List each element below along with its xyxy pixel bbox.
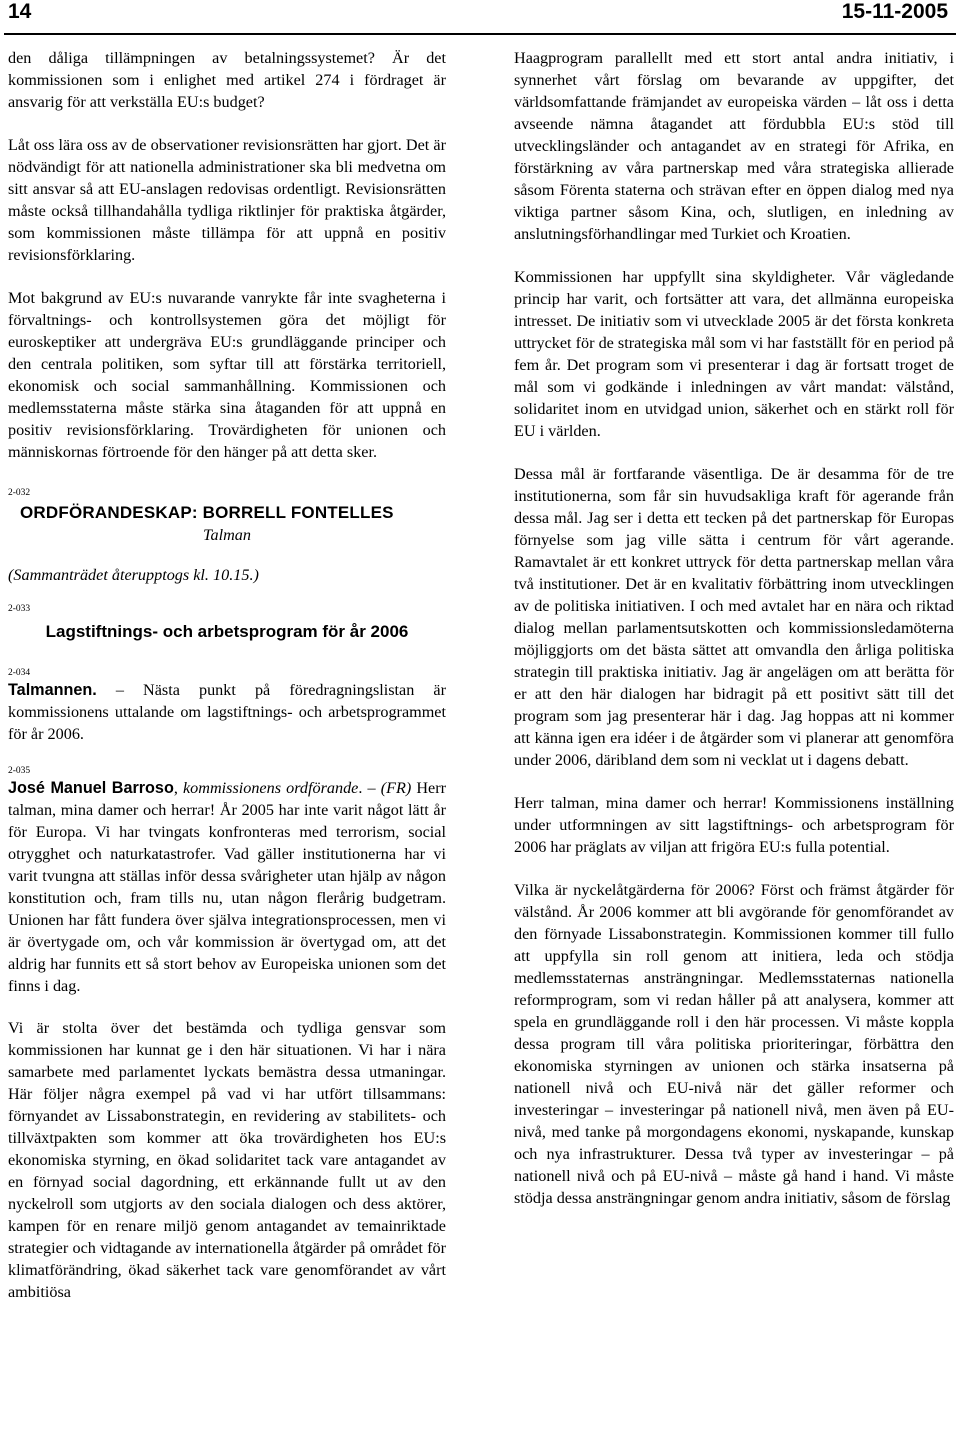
item-id: 2-034 — [8, 668, 31, 678]
speaker-name: Talmannen. — [8, 681, 97, 699]
language-code: (FR) — [380, 779, 412, 797]
item-id: 2-032 — [8, 488, 31, 498]
statement-text: Herr talman, mina damer och herrar! År 2005 har inte varit något lätt år för Europa. Vi har tvingats konfronteras med terrorism, social otrygghet och naturkatastrofer. Vad gäller institutionerna har vi varit tvungna att ställas inför dessa svårigheter utan hjälp av någon konstitution och, fram tills nu, utan någon flerårig budgetram. Unionen har fått fundera över själva integrationsprocessen, men vi är övertygade om, och vår kommission är övertygad om, att det aldrig har funnits ett så stort behov av Europeiska unionen som det finns i dag. — [8, 779, 447, 995]
page-header — [0, 0, 960, 30]
paragraph: Haagprogram parallellt med ett stort antal andra initiativ, i synnerhet vårt förslag om bevarande av uppgifter, det världsomfattande främjandet av europeiska värden – låt oss i detta avseende nämna åtagandet att fördubbla EU:s stöd till utvecklingsländer och antagandet av en strategi för Afrika, en förstärkning av våra partnerskap med våra strategiska allierade såsom Förenta staterna och strävan efter en öppen dialog med nya viktiga partner såsom Kina, och, slutligen, en inledning av anslutningsförhandlingar med Turkiet och Kroatien. — [514, 49, 954, 243]
speaker-name: José Manuel Barroso — [8, 779, 174, 797]
paragraph: den dåliga tillämpningen av betalningssystemet? Är det kommissionen som i enlighet med artikel 274 i fördraget är ansvarig för att verkställa EU:s budget? — [8, 49, 446, 111]
item-id: 2-035 — [8, 766, 31, 776]
speaker-role: kommissionens ordförande — [182, 779, 359, 797]
president-role: Talman — [203, 526, 251, 544]
left-column — [8, 47, 446, 1324]
sitting-resumed-note: (Sammanträdet återupptogs kl. 10.15.) — [8, 566, 259, 584]
paragraph: Dessa mål är fortfarande väsentliga. De är desamma för de tre institutionerna, som får sin huvudsakliga kraft för agerande från dessa mål. Jag ser i detta ett tecken på det partnerskap för Europas förnyelse som jag ville sätta i centrum för vårt agerande. Ramavtalet är ett konkret uttryck för detta partnerskap mellan våra två institutioner. Det är en kvalitativ förbättring inom utvecklingen av de politiska initiativen. I och med avtalet har en nära och riktad dialog mellan parlamentsutskotten och kommissionsledamöterna möjliggjorts om det bästa sättet att omvandla den årliga politiska strategin till praktiska initiativ. Jag är angelägen om att berätta för er att den här dialogen har bidragit på ett positivt sätt till det program som jag presenterar här i dag. Jag hoppas att ni kommer att känna igen era idéer i de åtgärder som vi planerar att genomföra under 2006, däribland dem som ni vecklat ut i dagens debatt. — [514, 465, 954, 769]
paragraph: Vilka är nyckelåtgärderna för 2006? Först och främst åtgärder för välstånd. År 2006 kommer att bli avgörande för genomförandet av den förnyade Lissabonstrategin. Kommissionen kommer till fullo att uppfylla sin roll genom att initiera, leda och stödja medlemsstaternas ansträngningar. Medlemsstaternas nationella reformprogram, som vi redan håller på att analysera, kommer att spela en grundläggande roll i den här processen. Vi måste koppla dessa program till våra politiska prioriteringar, förbättra den ekonomiska styrningen av unionen och stärka insatserna på nationell nivå och EU-nivå när det gäller reformer och investeringar – investeringar på nationell nivå, men även på EU-nivå, med tanke på morgondagens ekonomi, nyskapande, kunskap och nya infrastrukturer. Dessa två typer av investeringar – på nationell nivå och på EU-nivå – måste gå hand i hand. Vi måste stödja dessa ansträngningar genom andra initiativ, såsom de förslag — [514, 881, 954, 1207]
page-number: 14 — [8, 0, 32, 23]
president-statement — [8, 679, 446, 745]
presidency-heading: ORDFÖRANDESKAP: BORRELL FONTELLES — [20, 503, 394, 522]
separator: , — [173, 779, 183, 797]
paragraph: Herr talman, mina damer och herrar! Kommissionens inställning under utformningen av sitt lagstiftnings- och arbetsprogram för 2006 har präglats av viljan att frigöra EU:s fulla potential. — [514, 794, 954, 856]
paragraph: Kommissionen har uppfyllt sina skyldigheter. Vår vägledande princip har varit, och fortsätter att vara, det allmänna europeiska intresset. De initiativ som vi utvecklade 2005 är det första konkreta uttrycket för de strategiska mål som vi har fastställt för en period på fem år. Det program som vi presenterar i dag är fortsatt troget de mål som vi godkände i inledningen av vårt mandat: välstånd, solidaritet inom en utvidgad union, säkerhet och en stärkt roll för EU i världen. — [514, 268, 954, 440]
paragraph: Vi är stolta över det bestämda och tydliga gensvar som kommissionen har kunnat ge i den här situationen. Vi har i nära samarbete med parlamentet lyckats bemästra dessa utmaningar. Här följer några exempel på vad vi har utfört tillsammans: förnyandet av Lissabonstrategin, en revidering av stabilitets- och tillväxtpakten som kommer att öka trovärdigheten hos EU:s ekonomiska styrning, en ökad solidaritet tack vare antagandet av en förnyad social dagordning, ett erkännande fullt ut av den nyckelroll som utgjorts av den sociala dialogen och dess aktörer, kampen för en renare miljö genom antagandet av temainriktade strategier och vidtagande av internationella åtgärder på området för klimatförändring, ökad säkerhet tack vare genomförandet av vårt ambitiösa — [8, 1019, 446, 1301]
separator: . – — [358, 779, 381, 797]
right-column — [514, 47, 954, 1230]
paragraph: Låt oss lära oss av de observationer revisionsrätten har gjort. Det är nödvändigt för att nationella administrationer ska bli medvetna om sitt ansvar så att EU-anslagen redovisas ordentligt. Revisionsrätten måste också tillhandahålla tydliga riktlinjer för praktiska åtgärder, som kommissionen måste tillämpa för att uppnå en positiv revisionsförklaring. — [8, 136, 446, 264]
speaker-statement — [8, 777, 446, 997]
session-date: 15-11-2005 — [841, 0, 948, 23]
item-id: 2-033 — [8, 604, 31, 614]
paragraph: Mot bakgrund av EU:s nuvarande vanrykte får inte svagheterna i förvaltnings- och kontrollsystemen göra det möjligt för euroskeptiker att undergräva EU:s grundläggande principer och den centrala politiken, som syftar till att förstärka territoriell, ekonomisk och social sammanhållning. Kommissionen och medlemsstaterna måste stärka sina åtaganden för att uppnå en positiv revisionsförklaring. Trovärdigheten för unionen och människornas förtroende för den hänger på att detta sker. — [8, 289, 446, 461]
statement-text: – Nästa punkt på föredragningslistan är kommissionens uttalande om lagstiftnings- och arbetsprogrammet för år 2006. — [8, 681, 446, 743]
header-rule — [4, 33, 956, 35]
agenda-item-title: Lagstiftnings- och arbetsprogram för år 2006 — [45, 622, 409, 641]
